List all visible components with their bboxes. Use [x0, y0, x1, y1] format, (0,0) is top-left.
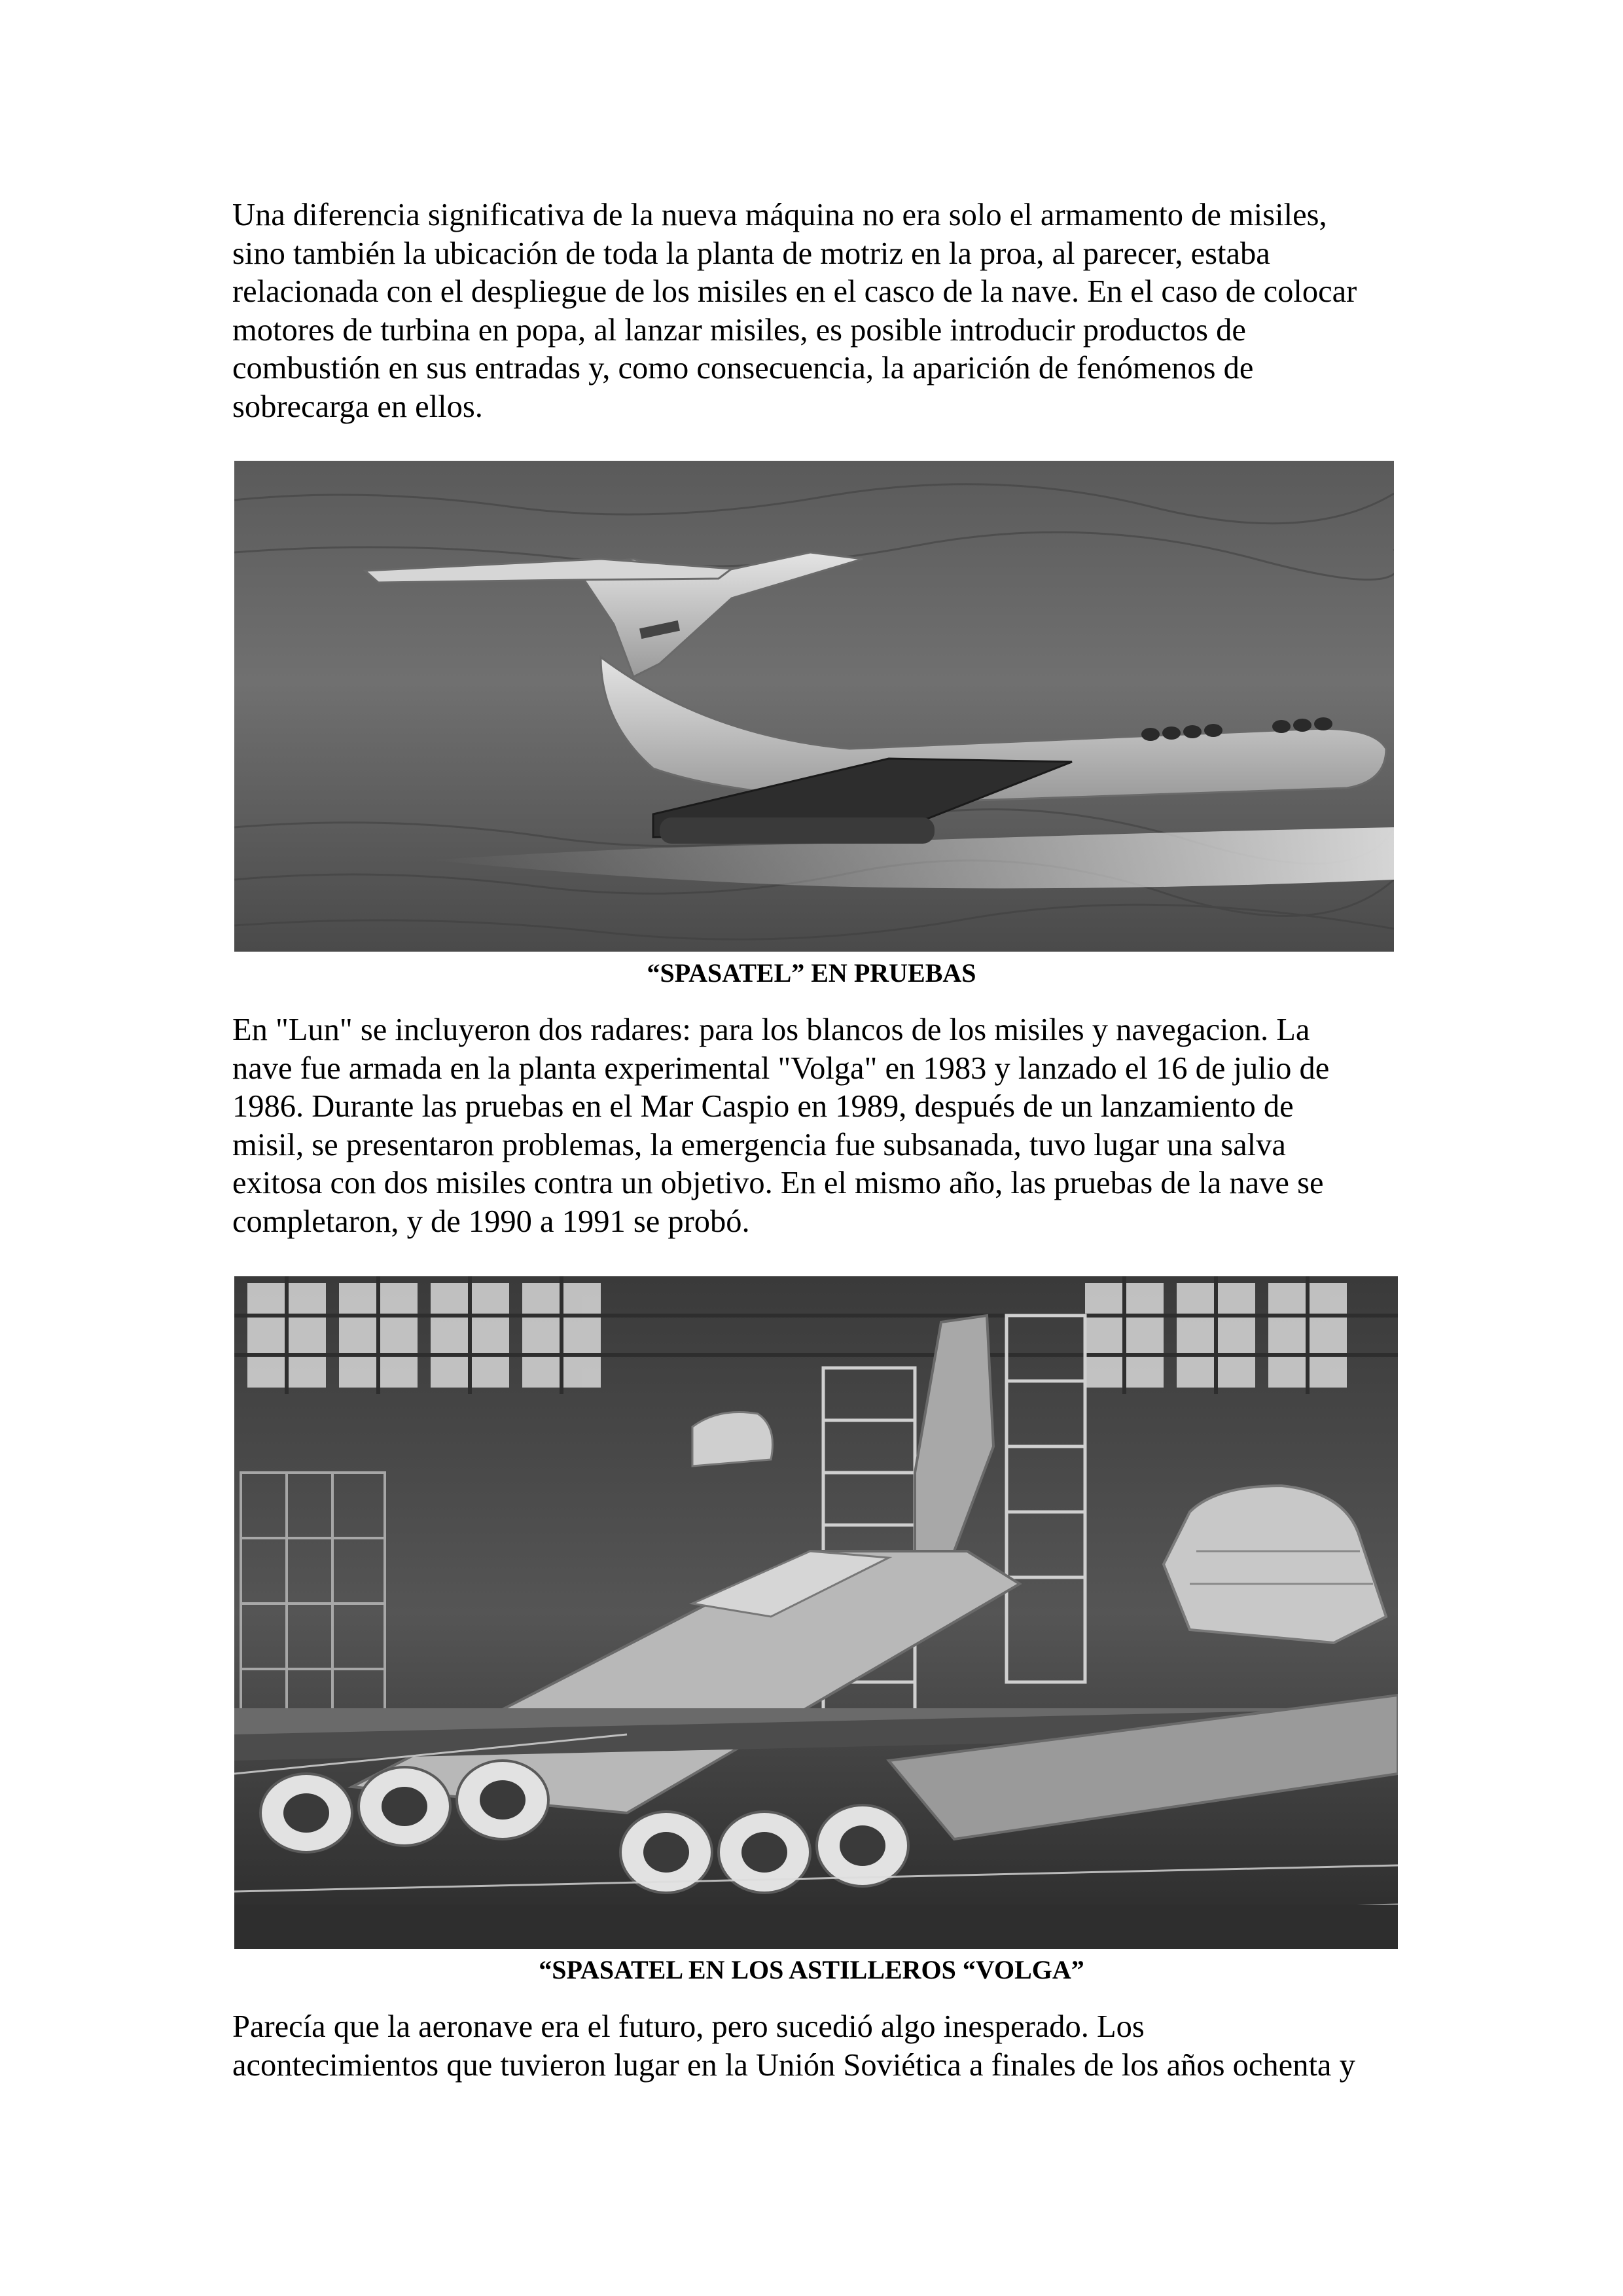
ekranoplan-test-illustration — [234, 461, 1394, 952]
shipyard-assembly-illustration — [234, 1276, 1398, 1949]
paragraph-2-line: En "Lun" se incluyeron dos radares: para los blancos de los misiles y navegacion. La — [232, 1013, 1310, 1047]
paragraph-2-line: 1986. Durante las pruebas en el Mar Caspio en 1989, después de un lanzamiento de — [232, 1089, 1294, 1124]
figure-2-caption: “SPASATEL EN LOS ASTILLEROS “VOLGA” — [539, 1955, 1084, 1984]
paragraph-2-line: nave fue armada en la planta experimental "Volga" en 1983 y lanzado el 16 de julio de — [232, 1050, 1330, 1086]
paragraph-1-line: Una diferencia significativa de la nueva máquina no era solo el armamento de misiles, — [232, 198, 1327, 232]
paragraph-3 — [232, 2008, 1410, 2085]
paragraph-1 — [232, 196, 1410, 426]
paragraph-1-line: combustión en sus entradas y, como consecuencia, la aparición de fenómenos de — [232, 351, 1254, 386]
paragraph-1-line: sino también la ubicación de toda la planta de motriz en la proa, al parecer, estaba — [232, 236, 1270, 271]
paragraph-2-line: exitosa con dos misiles contra un objetivo. En el mismo año, las pruebas de la nave se — [232, 1166, 1324, 1200]
ekranoplan-test-photo — [234, 461, 1394, 952]
figure-1-caption: “SPASATEL” EN PRUEBAS — [647, 958, 976, 988]
paragraph-1-line: relacionada con el despliegue de los misiles en el casco de la nave. En el caso de colocar — [232, 274, 1357, 309]
paragraph-2-line: misil, se presentaron problemas, la emergencia fue subsanada, tuvo lugar una salva — [232, 1127, 1286, 1162]
shipyard-assembly-photo — [234, 1276, 1398, 1949]
paragraph-2 — [232, 1011, 1410, 1241]
paragraph-3-line: Parecía que la aeronave era el futuro, pero sucedió algo inesperado. Los — [232, 2009, 1145, 2044]
paragraph-1-line: motores de turbina en popa, al lanzar misiles, es posible introducir productos de — [232, 312, 1246, 348]
paragraph-2-line: completaron, y de 1990 a 1991 se probó. — [232, 1204, 750, 1239]
paragraph-3-line: acontecimientos que tuvieron lugar en la Unión Soviética a finales de los años ochenta y — [232, 2047, 1355, 2083]
paragraph-1-line: sobrecarga en ellos. — [232, 389, 483, 424]
